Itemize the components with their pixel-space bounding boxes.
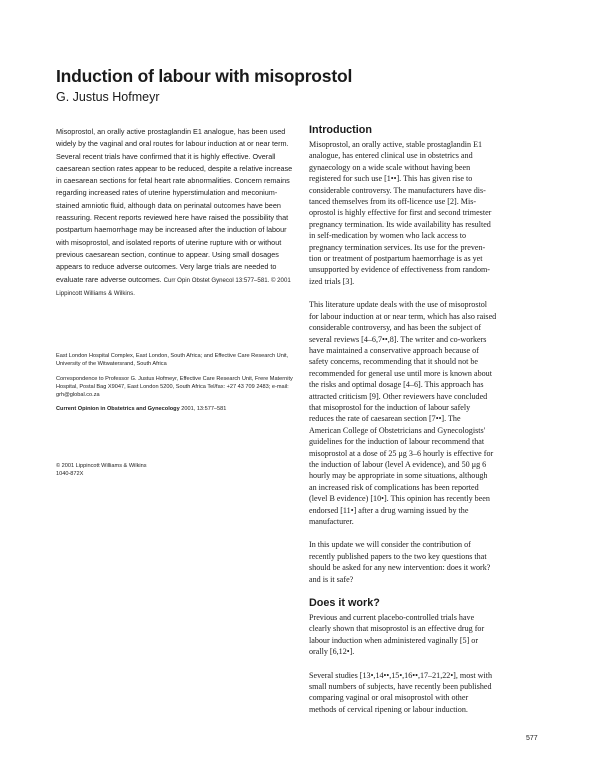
- does-it-work-paragraph-2: Several studies [13•,14••,15•,16••,17–21,22•], most with small numbers of subjects, have recently been published comparing vaginal or oral misoprostol with other methods of cervical ripening or labour induction.: [309, 670, 493, 714]
- journal-name: Current Opinion in Obstetrics and Gynecology: [56, 406, 180, 413]
- introduction-paragraph-3: In this update we will consider the contribution of recently published papers to the two key questions that should be asked for any new intervention: does it work? and is it safe?: [309, 540, 491, 584]
- journal-volume: 2001, 13:577–581: [181, 406, 227, 413]
- abstract-citation: Curr Opin Obstet Gynecol 13:577–581. © 2001 Lippincott Williams & Wilkins.: [56, 276, 291, 297]
- affiliation: East London Hospital Complex, East London, South Africa; and Effective Care Research Unit, University of the Witwatersrand, South Africa: [56, 353, 289, 368]
- front-matter: [56, 352, 296, 420]
- correspondence: Correspondence to Professor G. Justus Hofmeyr, Effective Care Research Unit, Frere Maternity Hospital, Postal Bag X9047, East London 5200, South Africa Tel/fax: +27 43 709 2483; e-mail: grh@global.co.za: [56, 375, 293, 399]
- does-it-work-heading: Does it work?: [309, 597, 380, 610]
- article-author: G. Justus Hofmeyr: [56, 90, 160, 104]
- abstract: [56, 126, 296, 300]
- copyright: © 2001 Lippincott Williams & Wilkins: [56, 463, 147, 469]
- introduction-heading: Introduction: [309, 124, 372, 136]
- introduction-paragraph-2: This literature update deals with the use of misoprostol for labour induction at or near term, which has also raised considerable controversy, and has been the subject of several reviews [4–6,7••,8]. The writer and co-workers have maintained a conservative approach because of safety concerns, recommending that it should not be recommended for general use until more is known about the risks and optimal dosage [4–6]. This approach has attracted criticism [9]. Other reviewers have concluded that misoprostol for the induction of labour safely reduces the rate of caesarean section [7••]. The American College of Obstetricians and Gynecologists' guidelines for the induction of labour recommend that misoprostol at a dose of 25 μg 3–6 hourly is effective for the induction of labour (level A evidence), and 50 μg 6 hourly may be appropriate in some situations, although an increased risk of complications has been reported (level B evidence) [10•]. This opinion has recently been endorsed [11•] after a drug warning issued by the manufacturer.: [309, 300, 497, 526]
- article-title: Induction of labour with misoprostol: [56, 66, 353, 86]
- journal-reference: [56, 405, 296, 413]
- abstract-text: Misoprostol, an orally active prostaglandin E1 analogue, has been used widely by the vaginal and oral routes for labour induction at or near term. Several recent trials have confirmed that it is highly effective. Overall caesarean section rates appear to be reduced, despite a relative increase in caesarean sections for fetal heart rate abnormalities. Concern remains regarding increased rates of uterine hyperstimulation and meconium-stained amniotic fluid, although data on perinatal outcomes have been reassuring. Recent reports reviewed here have raised the possibility that postpartum haemorrhage may be increased after the induction of labour with misoprostol, and isolated reports of uterine rupture with or without previous caesarean section, continue to appear. Using small dosages appears to reduce adverse outcomes. Very large trials are needed to evaluate rare adverse outcomes.: [56, 127, 293, 284]
- issn: 1040-872X: [56, 471, 84, 478]
- left-column: [56, 126, 296, 478]
- right-column: [309, 124, 545, 727]
- page-number: 577: [526, 735, 538, 742]
- does-it-work-paragraph-1: Previous and current placebo-controlled trials have clearly shown that misoprostol is an effective drug for labour induction when administered vaginally [5] or orally [6,12•].: [309, 613, 485, 657]
- copyright-block: [56, 462, 147, 479]
- introduction-paragraph-1: Misoprostol, an orally active, stable prostaglandin E1 analogue, has entered clinical use in obstetrics and gynaecology on a wide scale without having been registered for such use [1••]. This has given rise to considerable controversy. The manufacturers have dis- tanced themselves from its off-licence use [2]. Mis- oprostol is highly effective for first and second trimester pregnancy termination. Its wide availability has resulted in self-medication by women who lack access to pregnancy termination services. Its use for the preven- tion or treatment of postpartum haemorrhage is as yet unsupported by evidence of effectiveness from random- ized trials [3].: [309, 140, 492, 286]
